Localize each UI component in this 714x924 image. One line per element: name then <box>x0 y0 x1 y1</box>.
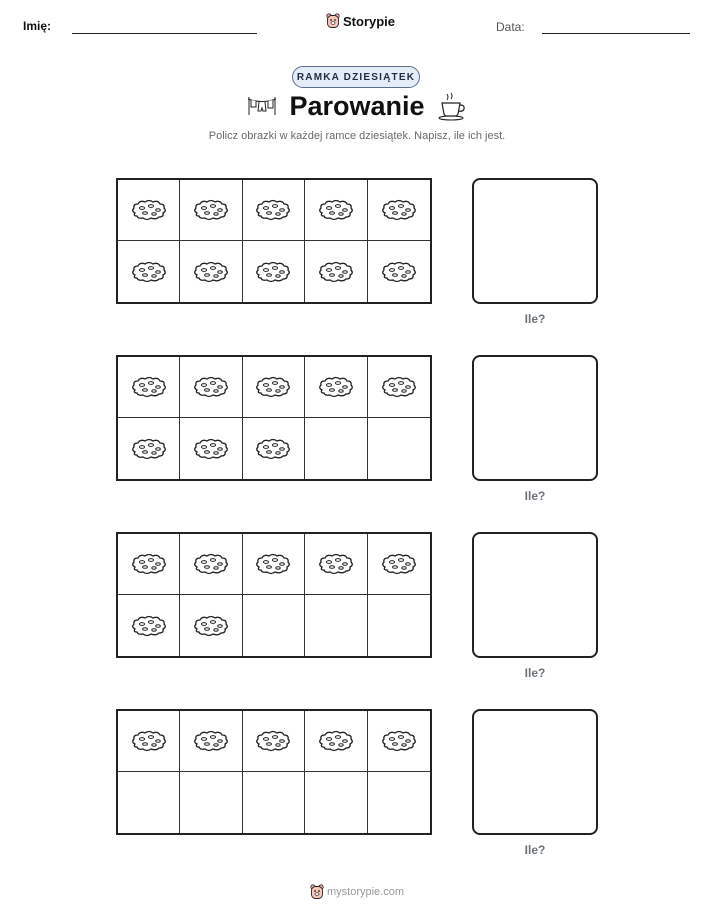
ten-frame-cell <box>180 241 242 302</box>
ten-frame-cell <box>243 534 305 595</box>
bear-mascot-icon <box>310 884 324 900</box>
ten-frame <box>116 178 432 304</box>
cookie-icon <box>253 375 293 399</box>
cookie-icon <box>253 198 293 222</box>
ten-frame-cell <box>118 418 180 479</box>
cookie-icon <box>191 375 231 399</box>
ten-frame-cell <box>243 180 305 241</box>
ten-frame-cell <box>243 357 305 418</box>
ten-frame-cell <box>118 711 180 772</box>
answer-label: Ile? <box>524 666 546 680</box>
cookie-icon <box>253 729 293 753</box>
ten-frame-cell <box>305 241 367 302</box>
ten-frame-cell <box>243 241 305 302</box>
date-label: Data: <box>496 20 525 34</box>
answer-box[interactable] <box>472 709 598 835</box>
bear-mascot-icon <box>326 13 340 29</box>
cookie-icon <box>316 729 356 753</box>
cookie-icon <box>316 552 356 576</box>
ten-frame-cell <box>305 711 367 772</box>
brand-name: Storypie <box>343 13 396 29</box>
cookie-icon <box>253 260 293 284</box>
ten-frame-cell <box>368 595 430 656</box>
name-label: Imię: <box>23 19 52 33</box>
cookie-icon <box>191 198 231 222</box>
title-row <box>0 91 714 127</box>
ten-frame-cell <box>305 418 367 479</box>
cookie-icon <box>129 260 169 284</box>
cookie-icon <box>129 552 169 576</box>
ten-frame-cell <box>180 357 242 418</box>
cookie-icon <box>129 437 169 461</box>
ten-frame-cell <box>368 711 430 772</box>
cookie-icon <box>253 437 293 461</box>
cookie-icon <box>379 729 419 753</box>
cookie-icon <box>379 260 419 284</box>
ten-frame-cell <box>243 711 305 772</box>
cookie-icon <box>316 375 356 399</box>
page-title: Parowanie <box>289 91 425 121</box>
ten-frame-cell <box>368 241 430 302</box>
cookie-icon <box>129 729 169 753</box>
date-line[interactable] <box>542 33 690 34</box>
answer-box[interactable] <box>472 532 598 658</box>
teacup-icon <box>437 91 467 121</box>
answer-box[interactable] <box>472 178 598 304</box>
cookie-icon <box>316 198 356 222</box>
instructions: Policz obrazki w każdej ramce dziesiątek. Napisz, ile ich jest. <box>208 130 506 142</box>
name-line[interactable] <box>72 33 257 34</box>
cookie-icon <box>379 552 419 576</box>
ten-frame-cell <box>180 534 242 595</box>
ten-frame-cell <box>305 357 367 418</box>
ten-frame-cell <box>368 418 430 479</box>
cookie-icon <box>379 375 419 399</box>
ten-frame-cell <box>243 772 305 833</box>
cookie-icon <box>191 729 231 753</box>
cookie-icon <box>191 260 231 284</box>
ten-frame-cell <box>243 418 305 479</box>
ten-frame-cell <box>118 357 180 418</box>
cookie-icon <box>191 437 231 461</box>
cookie-icon <box>191 552 231 576</box>
answer-label: Ile? <box>524 843 546 857</box>
ten-frame-cell <box>118 534 180 595</box>
ten-frame-cell <box>368 534 430 595</box>
cookie-icon <box>129 198 169 222</box>
category-badge: RAMKA DZIESIĄTEK <box>292 66 420 88</box>
cookie-icon <box>129 614 169 638</box>
ten-frame-cell <box>118 180 180 241</box>
ten-frame-cell <box>305 180 367 241</box>
ten-frame-cell <box>305 534 367 595</box>
cookie-icon <box>129 375 169 399</box>
ten-frame-cell <box>180 418 242 479</box>
ten-frame-cell <box>180 180 242 241</box>
ten-frame-cell <box>243 595 305 656</box>
cookie-icon <box>379 198 419 222</box>
ten-frame-cell <box>118 595 180 656</box>
answer-label: Ile? <box>524 312 546 326</box>
ten-frame-cell <box>368 180 430 241</box>
ten-frame-cell <box>368 357 430 418</box>
ten-frame-cell <box>180 772 242 833</box>
footer-url: mystorypie.com <box>326 886 405 898</box>
ten-frame-cell <box>180 711 242 772</box>
answer-label: Ile? <box>524 489 546 503</box>
ten-frame-cell <box>180 595 242 656</box>
ten-frame <box>116 709 432 835</box>
ten-frame-cell <box>118 772 180 833</box>
cookie-icon <box>316 260 356 284</box>
ten-frame-cell <box>305 772 367 833</box>
ten-frame-cell <box>118 241 180 302</box>
answer-box[interactable] <box>472 355 598 481</box>
brand-logo <box>326 13 395 29</box>
ten-frame-cell <box>305 595 367 656</box>
footer <box>0 884 714 900</box>
ten-frame <box>116 355 432 481</box>
ten-frame <box>116 532 432 658</box>
cookie-icon <box>191 614 231 638</box>
cookie-icon <box>253 552 293 576</box>
ten-frame-cell <box>368 772 430 833</box>
